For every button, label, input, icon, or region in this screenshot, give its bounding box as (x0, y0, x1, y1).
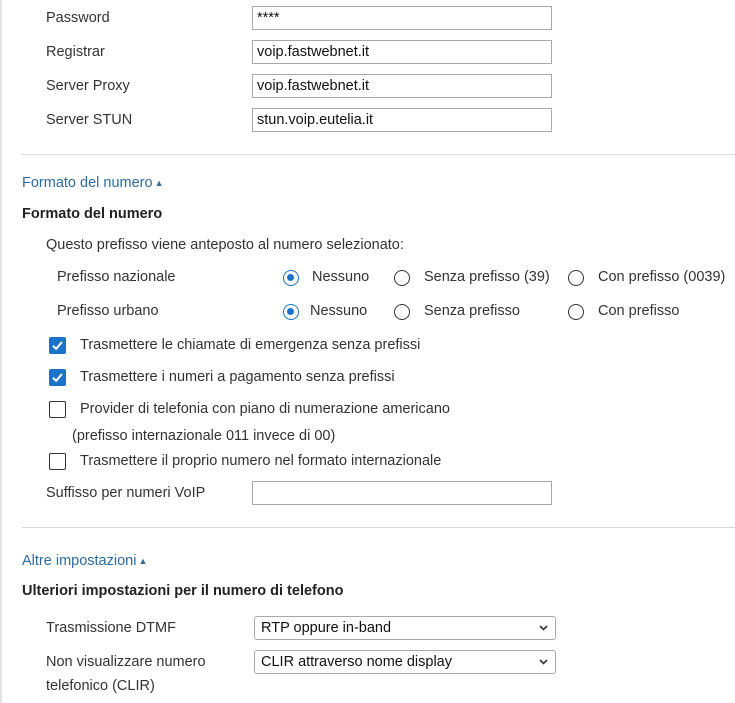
divider (22, 154, 735, 155)
proxy-label: Server Proxy (46, 78, 130, 94)
international-format-checkbox[interactable] (49, 453, 66, 470)
national-option-with: Con prefisso (0039) (598, 269, 726, 285)
premium-checkbox[interactable] (49, 369, 66, 386)
password-label: Password (46, 10, 110, 26)
clir-label-line2: telefonico (CLIR) (46, 678, 155, 694)
premium-checkbox-label: Trasmettere i numeri a pagamento senza prefissi (80, 369, 395, 385)
urban-option-none: Nessuno (310, 303, 368, 319)
password-input[interactable] (252, 6, 552, 30)
registrar-label: Registrar (46, 44, 105, 60)
triangle-up-icon: ▲ (154, 178, 164, 188)
national-prefix-label: Prefisso nazionale (57, 269, 176, 285)
national-radio-without[interactable] (394, 270, 410, 286)
international-format-checkbox-label: Trasmettere il proprio numero nel formato internazionale (80, 453, 442, 469)
national-radio-none[interactable] (283, 270, 299, 286)
national-radio-with[interactable] (568, 270, 584, 286)
urban-radio-none[interactable] (283, 304, 299, 320)
suffix-label: Suffisso per numeri VoIP (46, 485, 206, 501)
checkmark-icon (51, 371, 64, 384)
emergency-checkbox-label: Trasmettere le chiamate di emergenza senza prefissi (80, 337, 421, 353)
triangle-up-icon: ▲ (138, 556, 148, 566)
urban-prefix-label: Prefisso urbano (57, 303, 159, 319)
checkmark-icon (51, 339, 64, 352)
dtmf-label: Trasmissione DTMF (46, 620, 176, 636)
american-plan-checkbox[interactable] (49, 401, 66, 418)
national-option-without: Senza prefisso (39) (424, 269, 550, 285)
dtmf-select-value: RTP oppure in-band (261, 620, 392, 636)
proxy-input[interactable] (252, 74, 552, 98)
clir-select-value: CLIR attraverso nome display (261, 654, 452, 670)
other-settings-heading: Ulteriori impostazioni per il numero di telefono (22, 583, 344, 599)
urban-option-with: Con prefisso (598, 303, 680, 319)
suffix-input[interactable] (252, 481, 552, 505)
clir-label-line1: Non visualizzare numero (46, 654, 206, 670)
divider (22, 527, 735, 528)
other-settings-toggle-label: Altre impostazioni (22, 553, 137, 569)
prefix-intro: Questo prefisso viene anteposto al numero selezionato: (46, 237, 404, 253)
chevron-down-icon (538, 622, 549, 634)
emergency-checkbox[interactable] (49, 337, 66, 354)
stun-label: Server STUN (46, 112, 133, 128)
urban-option-without: Senza prefisso (424, 303, 520, 319)
urban-radio-with[interactable] (568, 304, 584, 320)
american-plan-checkbox-label: Provider di telefonia con piano di numerazione americano (80, 401, 450, 417)
number-format-heading: Formato del numero (22, 206, 163, 222)
national-option-none: Nessuno (312, 269, 370, 285)
urban-radio-without[interactable] (394, 304, 410, 320)
number-format-toggle-label: Formato del numero (22, 175, 153, 191)
american-plan-sublabel: (prefisso internazionale 011 invece di 00) (72, 428, 336, 444)
registrar-input[interactable] (252, 40, 552, 64)
number-format-toggle[interactable] (22, 175, 163, 191)
dtmf-select[interactable] (254, 616, 556, 640)
left-border (0, 0, 2, 703)
clir-select[interactable] (254, 650, 556, 674)
stun-input[interactable] (252, 108, 552, 132)
other-settings-toggle[interactable] (22, 553, 147, 569)
chevron-down-icon (538, 656, 549, 668)
